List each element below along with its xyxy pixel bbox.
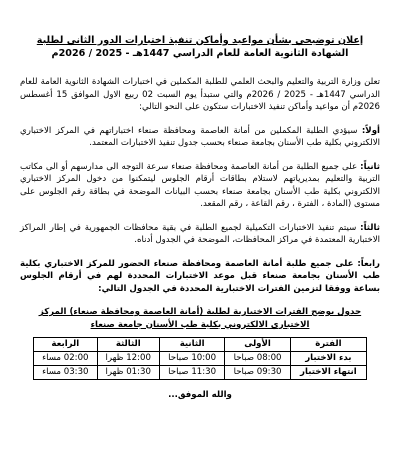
table-row [34, 366, 367, 380]
item-lead: ثالثاً: [360, 222, 380, 233]
row-label-end: انتهاء الاختبار [290, 366, 366, 380]
table-cell: 11:30 صباحا [159, 366, 224, 380]
table-cell: 09:30 صباحا [225, 366, 290, 380]
item-lead: أولاً: [361, 125, 380, 136]
table-cell: 10:00 صباحا [159, 352, 224, 366]
title-line-2: الشهادة الثانوية العامة للعام الدراسي 1447هـ - 2025 / 2026م [51, 48, 349, 59]
closing-line: والله الموفق... [168, 390, 232, 400]
item-text: سيتم تنفيذ الاختبارات التكميلية لجميع الطلبة في بقية محافظات الجمهورية في إطار المراكز الاختبارية المعتمدة في مراكز المحافظات، الموضحة في الجدول أدناه. [20, 222, 380, 245]
column-header-third: الثالثة [97, 338, 159, 352]
schedule-table-title: جدول يوضح الفترات الاختبارية لطلبة (أمانة العاصمة ومحافظة صنعاء) المركز الاختباري الالكتروني بكلية طب الأسنان جامعة صنعاء [38, 307, 362, 330]
item-second [20, 161, 380, 211]
table-header-row [34, 338, 367, 352]
item-lead: ثانياً: [360, 161, 381, 172]
table-cell: 02:00 مساء [34, 352, 98, 366]
item-text: على جميع الطلبة من أمانة العاصمة ومحافظة صنعاء سرعة التوجه الى مدارسهم أو الى مكاتب التربية والتعليم بمديرياتهم لاستلام بطاقات أرقام الجلوس ليتمكنوا من دخول المركز الاختباري الالكتروني بكلية طب الأسنان بجامعة صنعاء بحسب البيانات الموضحة في بطاقة رقم الجلوس على مستوى (المادة ، الفترة ، رقم القاعة ، رقم المقعد. [20, 161, 380, 209]
announcement-title [20, 34, 380, 60]
item-third [20, 222, 380, 247]
table-cell: 08:00 صباحا [225, 352, 290, 366]
item-first [20, 125, 380, 150]
column-header-fourth: الرابعة [34, 338, 98, 352]
table-row [34, 352, 367, 366]
row-label-start: بدء الاختبار [290, 352, 366, 366]
item-fourth [20, 258, 380, 296]
schedule-table [33, 337, 367, 380]
table-cell: 01:30 ظهرا [97, 366, 159, 380]
intro-paragraph: تعلن وزارة التربية والتعليم والبحث العلمي للطلبة المكملين في اختبارات الشهادة الثانوية العامة للعام الدراسي 1447هـ - 2025 / 2026م والتي ستبدأ يوم السبت 02 ربيع الاول الموافق 15 أغسطس 2026م أن مواعيد وأماكن تنفيذ الاختبارات ستكون على النحو التالي: [20, 77, 380, 112]
table-cell: 12:00 ظهرا [97, 352, 159, 366]
column-header-second: الثانية [159, 338, 224, 352]
item-lead: رابعاً: [357, 258, 380, 269]
column-header-period: الفترة [290, 338, 366, 352]
table-cell: 03:30 مساء [34, 366, 98, 380]
item-text: سيؤدي الطلبة المكملين من أمانة العاصمة ومحافظة صنعاء اختباراتهم في المركز الاختباري الالكتروني بكلية طب الأسنان بجامعة صنعاء بحسب جدول تنفيذ الاختبارات المعتمد. [20, 125, 380, 148]
column-header-first: الأولى [225, 338, 290, 352]
title-line-1: إعلان توضيحي بشأن مواعيد وأماكن تنفيذ اختبارات الدور الثاني لطلبة [36, 35, 364, 46]
item-text: على جميع طلبة أمانة العاصمة ومحافظة صنعاء الحضور للمركز الاختباري بكلية طب الأسنان بجامعة صنعاء قبل موعد الاختبارات المحددة لهم في أرقام الجلوس بساعة ووفقا لتزمين الفترات الاختبارية المحددة في الجدول التالي: [20, 258, 380, 294]
